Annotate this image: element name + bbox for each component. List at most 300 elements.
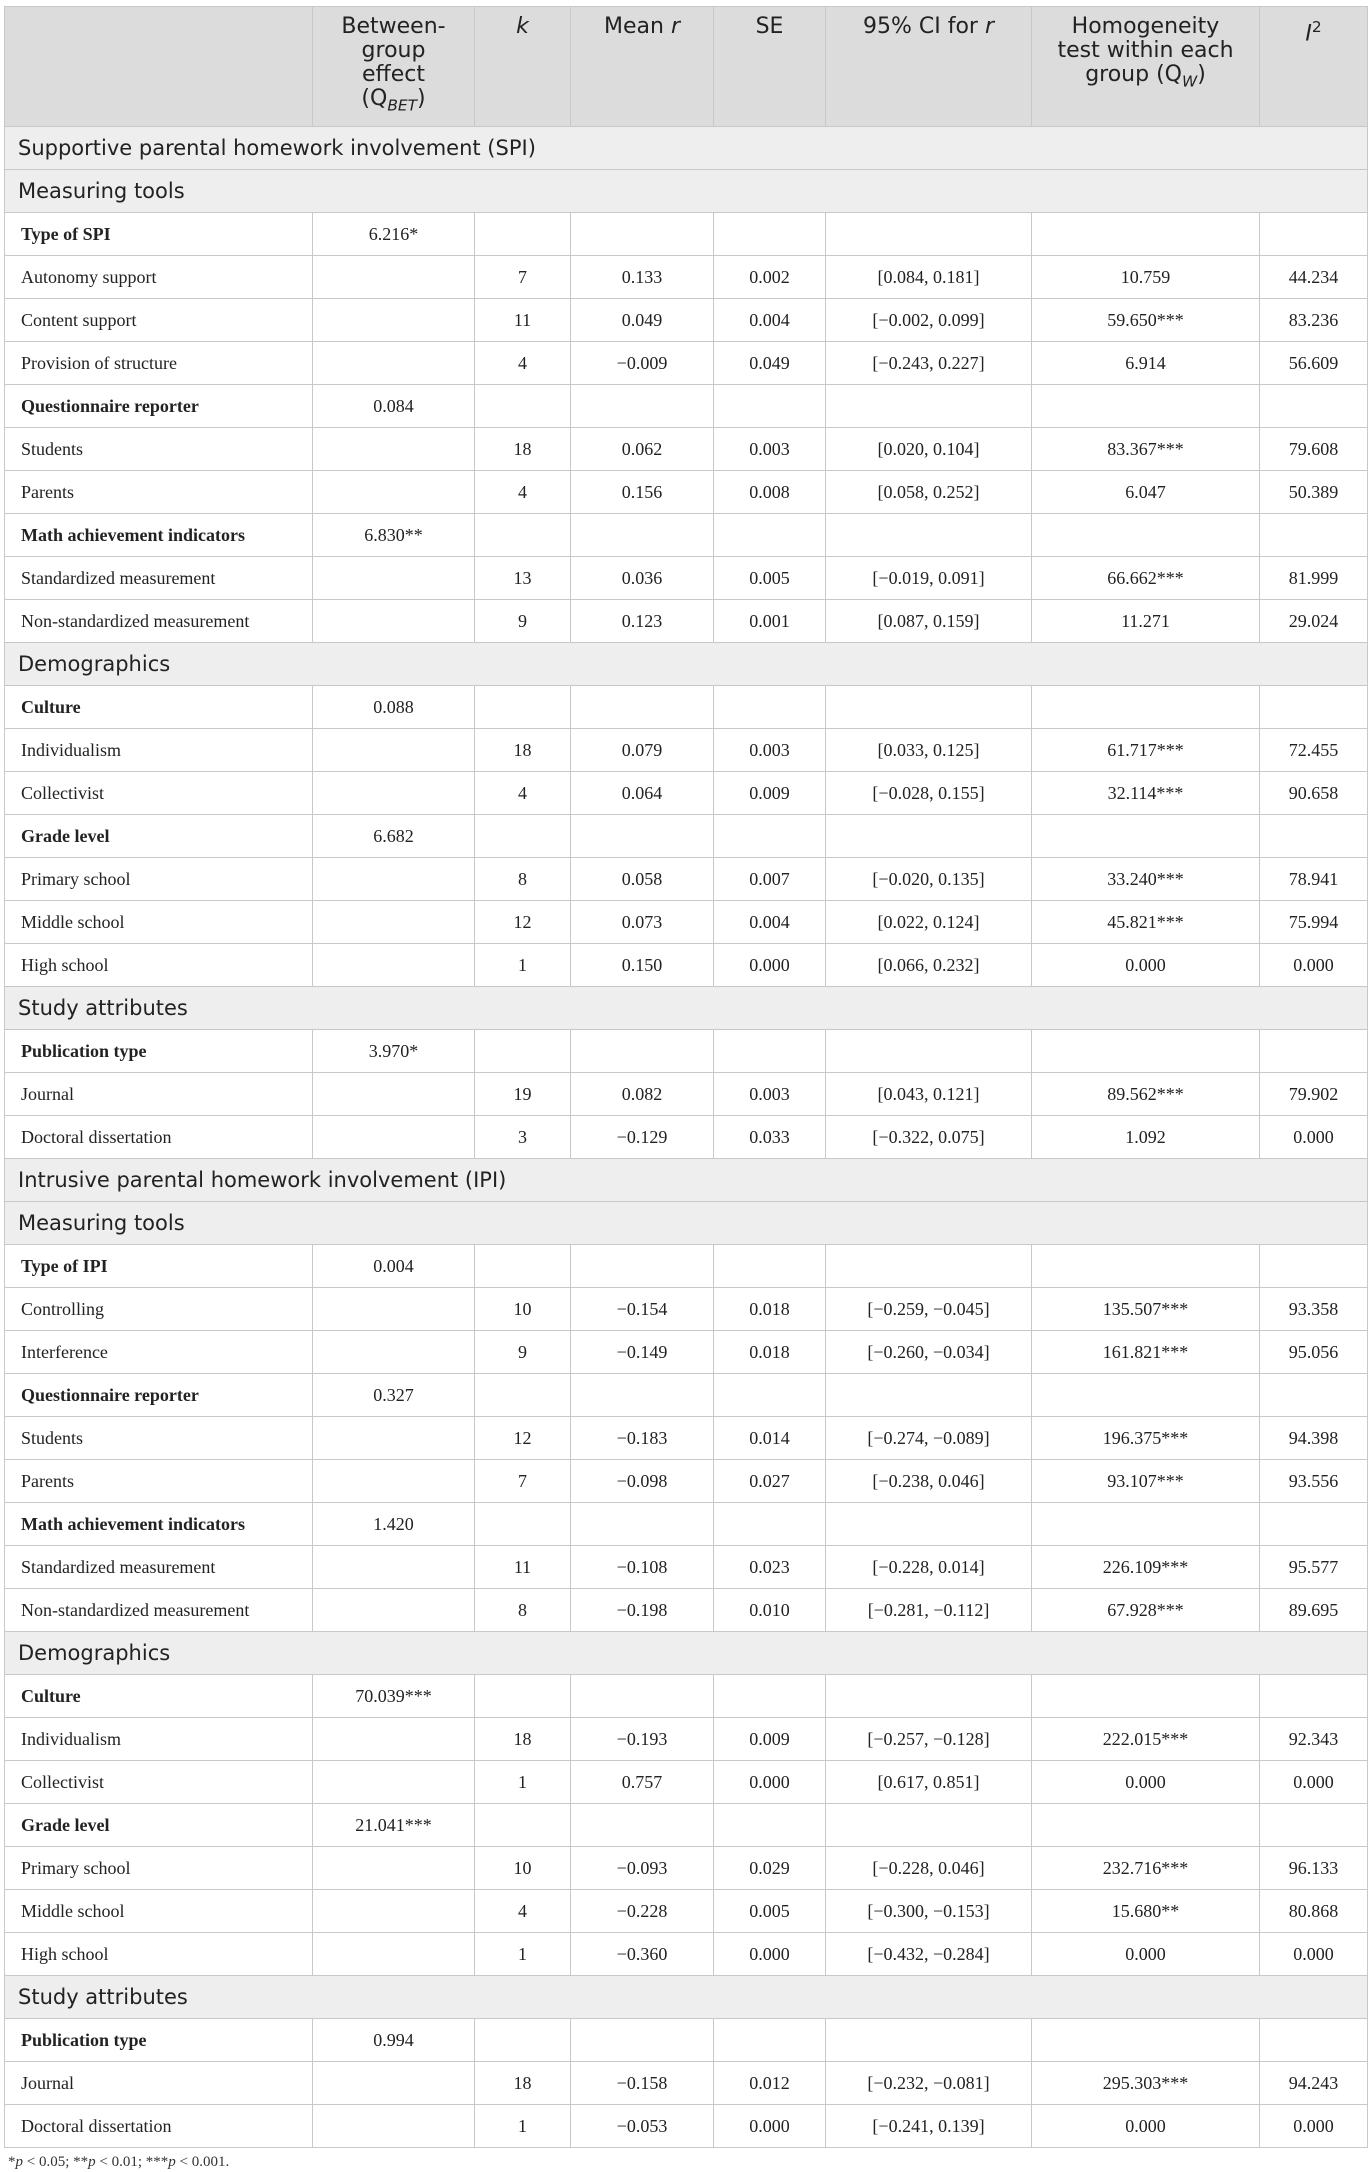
table-row	[5, 1847, 1368, 1890]
i2-cell: 90.658	[1260, 772, 1368, 815]
se-cell: 0.000	[714, 1761, 826, 1804]
k-cell: 18	[475, 428, 571, 471]
empty-cell	[826, 2019, 1032, 2062]
qw-cell: 0.000	[1032, 1761, 1260, 1804]
mean-r-cell: −0.108	[571, 1546, 714, 1589]
row-label: Students	[5, 428, 313, 471]
empty-cell	[571, 1374, 714, 1417]
i2-cell: 95.056	[1260, 1331, 1368, 1374]
empty-cell	[1260, 1804, 1368, 1847]
qbet-cell: 70.039***	[313, 1675, 475, 1718]
header-se: SE	[714, 7, 826, 127]
empty-cell	[714, 815, 826, 858]
i2-cell: 93.358	[1260, 1288, 1368, 1331]
empty-cell	[475, 1675, 571, 1718]
empty-cell	[1032, 2019, 1260, 2062]
k-cell: 18	[475, 1718, 571, 1761]
k-cell: 1	[475, 944, 571, 987]
section-label: Demographics	[5, 643, 1368, 686]
mean-r-cell: −0.158	[571, 2062, 714, 2105]
i2-cell: 0.000	[1260, 1933, 1368, 1976]
k-cell: 4	[475, 471, 571, 514]
k-cell: 8	[475, 1589, 571, 1632]
table-row	[5, 1116, 1368, 1159]
qbet-cell	[313, 600, 475, 643]
qbet-cell	[313, 1073, 475, 1116]
subgroup-row	[5, 1030, 1368, 1073]
table-row	[5, 1460, 1368, 1503]
empty-cell	[1032, 815, 1260, 858]
qbet-cell	[313, 1847, 475, 1890]
empty-cell	[1260, 1374, 1368, 1417]
k-cell: 9	[475, 600, 571, 643]
row-label: Doctoral dissertation	[5, 2105, 313, 2148]
section-label: Supportive parental homework involvement (SPI)	[5, 127, 1368, 170]
ci-cell: [−0.020, 0.135]	[826, 858, 1032, 901]
footnote: *p < 0.05; **p < 0.01; ***p < 0.001.	[8, 2154, 230, 2170]
empty-cell	[1260, 815, 1368, 858]
mean-r-cell: 0.123	[571, 600, 714, 643]
qw-cell: 1.092	[1032, 1116, 1260, 1159]
qbet-cell	[313, 901, 475, 944]
table-row	[5, 1718, 1368, 1761]
table-row	[5, 1417, 1368, 1460]
se-cell: 0.027	[714, 1460, 826, 1503]
empty-cell	[826, 514, 1032, 557]
i2-cell: 72.455	[1260, 729, 1368, 772]
i2-cell: 29.024	[1260, 600, 1368, 643]
se-cell: 0.003	[714, 729, 826, 772]
table-row	[5, 342, 1368, 385]
qbet-cell: 6.682	[313, 815, 475, 858]
qbet-cell	[313, 1331, 475, 1374]
mean-r-cell: −0.183	[571, 1417, 714, 1460]
table-row	[5, 1890, 1368, 1933]
table-row	[5, 1073, 1368, 1116]
qw-cell: 67.928***	[1032, 1589, 1260, 1632]
empty-cell	[1260, 2019, 1368, 2062]
qbet-cell	[313, 471, 475, 514]
table-row	[5, 1288, 1368, 1331]
k-cell: 4	[475, 1890, 571, 1933]
empty-cell	[571, 514, 714, 557]
ci-cell: [−0.019, 0.091]	[826, 557, 1032, 600]
subgroup-row	[5, 815, 1368, 858]
empty-cell	[475, 514, 571, 557]
ci-cell: [0.066, 0.232]	[826, 944, 1032, 987]
ci-cell: [−0.281, −0.112]	[826, 1589, 1032, 1632]
empty-cell	[826, 1374, 1032, 1417]
row-label: Middle school	[5, 1890, 313, 1933]
empty-cell	[826, 1804, 1032, 1847]
k-cell: 9	[475, 1331, 571, 1374]
mean-r-cell: −0.149	[571, 1331, 714, 1374]
qbet-cell	[313, 1546, 475, 1589]
empty-cell	[1032, 686, 1260, 729]
mean-r-cell: 0.079	[571, 729, 714, 772]
i2-cell: 95.577	[1260, 1546, 1368, 1589]
ci-cell: [−0.241, 0.139]	[826, 2105, 1032, 2148]
table-row	[5, 944, 1368, 987]
qw-cell: 83.367***	[1032, 428, 1260, 471]
k-cell: 1	[475, 2105, 571, 2148]
qw-cell: 45.821***	[1032, 901, 1260, 944]
table-row	[5, 858, 1368, 901]
table-row	[5, 428, 1368, 471]
se-cell: 0.005	[714, 1890, 826, 1933]
qbet-cell	[313, 342, 475, 385]
empty-cell	[475, 213, 571, 256]
empty-cell	[571, 1804, 714, 1847]
empty-cell	[1260, 686, 1368, 729]
qbet-cell: 21.041***	[313, 1804, 475, 1847]
empty-cell	[571, 686, 714, 729]
qbet-cell: 1.420	[313, 1503, 475, 1546]
section-row	[5, 1976, 1368, 2019]
k-cell: 13	[475, 557, 571, 600]
k-cell: 19	[475, 1073, 571, 1116]
se-cell: 0.001	[714, 600, 826, 643]
table-row	[5, 2105, 1368, 2148]
row-label: Content support	[5, 299, 313, 342]
qw-cell: 66.662***	[1032, 557, 1260, 600]
qbet-cell	[313, 1933, 475, 1976]
k-cell: 1	[475, 1933, 571, 1976]
empty-cell	[1260, 1503, 1368, 1546]
qbet-cell	[313, 1589, 475, 1632]
se-cell: 0.008	[714, 471, 826, 514]
i2-cell: 79.608	[1260, 428, 1368, 471]
header-row	[5, 7, 1368, 127]
se-cell: 0.049	[714, 342, 826, 385]
subgroup-label: Questionnaire reporter	[5, 385, 313, 428]
se-cell: 0.018	[714, 1331, 826, 1374]
mean-r-cell: −0.129	[571, 1116, 714, 1159]
empty-cell	[1032, 385, 1260, 428]
i2-cell: 79.902	[1260, 1073, 1368, 1116]
ci-cell: [−0.228, 0.046]	[826, 1847, 1032, 1890]
qbet-cell: 0.088	[313, 686, 475, 729]
empty-cell	[826, 213, 1032, 256]
table-container	[4, 6, 1367, 2171]
table-row	[5, 256, 1368, 299]
se-cell: 0.004	[714, 299, 826, 342]
subgroup-row	[5, 514, 1368, 557]
qw-cell: 135.507***	[1032, 1288, 1260, 1331]
k-cell: 18	[475, 729, 571, 772]
se-cell: 0.009	[714, 772, 826, 815]
empty-cell	[714, 2019, 826, 2062]
header-i2: $I^2$	[1260, 7, 1368, 127]
ci-cell: [−0.243, 0.227]	[826, 342, 1032, 385]
qw-cell: 295.303***	[1032, 2062, 1260, 2105]
empty-cell	[1260, 514, 1368, 557]
section-label: Measuring tools	[5, 1202, 1368, 1245]
table-row	[5, 901, 1368, 944]
qw-cell: 0.000	[1032, 2105, 1260, 2148]
section-label: Demographics	[5, 1632, 1368, 1675]
qbet-cell	[313, 1460, 475, 1503]
empty-cell	[475, 385, 571, 428]
empty-cell	[1032, 1374, 1260, 1417]
se-cell: 0.004	[714, 901, 826, 944]
empty-cell	[714, 686, 826, 729]
qw-cell: 33.240***	[1032, 858, 1260, 901]
row-label: Primary school	[5, 1847, 313, 1890]
empty-cell	[571, 815, 714, 858]
row-label: Provision of structure	[5, 342, 313, 385]
mean-r-cell: 0.156	[571, 471, 714, 514]
ci-cell: [−0.300, −0.153]	[826, 1890, 1032, 1933]
empty-cell	[714, 514, 826, 557]
ci-cell: [−0.028, 0.155]	[826, 772, 1032, 815]
ci-cell: [0.617, 0.851]	[826, 1761, 1032, 1804]
empty-cell	[1260, 1675, 1368, 1718]
ci-cell: [−0.232, −0.081]	[826, 2062, 1032, 2105]
ci-cell: [−0.002, 0.099]	[826, 299, 1032, 342]
qbet-cell	[313, 428, 475, 471]
empty-cell	[826, 385, 1032, 428]
k-cell: 10	[475, 1288, 571, 1331]
qbet-cell	[313, 2105, 475, 2148]
qw-cell: 61.717***	[1032, 729, 1260, 772]
se-cell: 0.007	[714, 858, 826, 901]
subgroup-label: Math achievement indicators	[5, 514, 313, 557]
header-label	[5, 7, 313, 127]
empty-cell	[1032, 1245, 1260, 1288]
qw-cell: 161.821***	[1032, 1331, 1260, 1374]
se-cell: 0.009	[714, 1718, 826, 1761]
empty-cell	[714, 1245, 826, 1288]
subgroup-row	[5, 1245, 1368, 1288]
section-label: Study attributes	[5, 987, 1368, 1030]
qbet-cell	[313, 1718, 475, 1761]
subgroup-row	[5, 1804, 1368, 1847]
i2-cell: 92.343	[1260, 1718, 1368, 1761]
qw-cell: 59.650***	[1032, 299, 1260, 342]
qbet-cell	[313, 2062, 475, 2105]
qw-cell: 0.000	[1032, 1933, 1260, 1976]
mean-r-cell: −0.360	[571, 1933, 714, 1976]
ci-cell: [0.084, 0.181]	[826, 256, 1032, 299]
row-label: Individualism	[5, 1718, 313, 1761]
section-row	[5, 170, 1368, 213]
empty-cell	[571, 1503, 714, 1546]
empty-cell	[1260, 213, 1368, 256]
i2-cell: 81.999	[1260, 557, 1368, 600]
k-cell: 12	[475, 1417, 571, 1460]
qw-cell: 15.680**	[1032, 1890, 1260, 1933]
mean-r-cell: −0.198	[571, 1589, 714, 1632]
section-row	[5, 1632, 1368, 1675]
subgroup-label: Type of SPI	[5, 213, 313, 256]
qw-cell: 10.759	[1032, 256, 1260, 299]
se-cell: 0.023	[714, 1546, 826, 1589]
empty-cell	[475, 1503, 571, 1546]
subgroup-row	[5, 1374, 1368, 1417]
row-label: Collectivist	[5, 1761, 313, 1804]
qw-cell: 0.000	[1032, 944, 1260, 987]
qw-cell: 232.716***	[1032, 1847, 1260, 1890]
empty-cell	[1260, 1030, 1368, 1073]
row-label: Standardized measurement	[5, 1546, 313, 1589]
qw-cell: 89.562***	[1032, 1073, 1260, 1116]
row-label: Parents	[5, 471, 313, 514]
header-mean-r: Mean r	[571, 7, 714, 127]
k-cell: 3	[475, 1116, 571, 1159]
ci-cell: [0.020, 0.104]	[826, 428, 1032, 471]
row-label: Doctoral dissertation	[5, 1116, 313, 1159]
empty-cell	[1032, 1675, 1260, 1718]
row-label: Interference	[5, 1331, 313, 1374]
section-row	[5, 1202, 1368, 1245]
mean-r-cell: 0.049	[571, 299, 714, 342]
empty-cell	[571, 1030, 714, 1073]
mean-r-cell: 0.058	[571, 858, 714, 901]
section-label: Study attributes	[5, 1976, 1368, 2019]
mean-r-cell: 0.757	[571, 1761, 714, 1804]
mean-r-cell: −0.009	[571, 342, 714, 385]
k-cell: 4	[475, 772, 571, 815]
table-row	[5, 299, 1368, 342]
table-row	[5, 557, 1368, 600]
row-label: Controlling	[5, 1288, 313, 1331]
ci-cell: [−0.228, 0.014]	[826, 1546, 1032, 1589]
header-k: k	[475, 7, 571, 127]
table-row	[5, 471, 1368, 514]
empty-cell	[475, 2019, 571, 2062]
subgroup-label: Type of IPI	[5, 1245, 313, 1288]
mean-r-cell: −0.053	[571, 2105, 714, 2148]
section-label: Measuring tools	[5, 170, 1368, 213]
qw-cell: 93.107***	[1032, 1460, 1260, 1503]
table-row	[5, 2062, 1368, 2105]
row-label: Autonomy support	[5, 256, 313, 299]
se-cell: 0.003	[714, 1073, 826, 1116]
empty-cell	[714, 213, 826, 256]
ci-cell: [−0.322, 0.075]	[826, 1116, 1032, 1159]
table-row	[5, 729, 1368, 772]
empty-cell	[714, 1030, 826, 1073]
ci-cell: [−0.259, −0.045]	[826, 1288, 1032, 1331]
ci-cell: [−0.274, −0.089]	[826, 1417, 1032, 1460]
row-label: High school	[5, 944, 313, 987]
qw-cell: 6.047	[1032, 471, 1260, 514]
subgroup-row	[5, 385, 1368, 428]
i2-cell: 0.000	[1260, 1116, 1368, 1159]
qbet-cell: 0.084	[313, 385, 475, 428]
qw-cell: 226.109***	[1032, 1546, 1260, 1589]
qbet-cell	[313, 1116, 475, 1159]
qw-cell: 11.271	[1032, 600, 1260, 643]
se-cell: 0.029	[714, 1847, 826, 1890]
header-qbet: Between- group effect $(Q_{BET})$	[313, 7, 475, 127]
empty-cell	[714, 1503, 826, 1546]
qbet-cell	[313, 858, 475, 901]
i2-cell: 93.556	[1260, 1460, 1368, 1503]
qw-cell: 196.375***	[1032, 1417, 1260, 1460]
k-cell: 12	[475, 901, 571, 944]
table-row	[5, 1546, 1368, 1589]
ci-cell: [0.087, 0.159]	[826, 600, 1032, 643]
row-label: Students	[5, 1417, 313, 1460]
empty-cell	[475, 1030, 571, 1073]
k-cell: 7	[475, 256, 571, 299]
qbet-cell	[313, 1288, 475, 1331]
qbet-cell	[313, 557, 475, 600]
se-cell: 0.000	[714, 944, 826, 987]
qbet-cell: 6.216*	[313, 213, 475, 256]
se-cell: 0.000	[714, 1933, 826, 1976]
table-row	[5, 1933, 1368, 1976]
ci-cell: [0.033, 0.125]	[826, 729, 1032, 772]
section-row	[5, 1159, 1368, 1202]
qbet-cell	[313, 729, 475, 772]
k-cell: 18	[475, 2062, 571, 2105]
mean-r-cell: 0.082	[571, 1073, 714, 1116]
i2-cell: 96.133	[1260, 1847, 1368, 1890]
table-row	[5, 600, 1368, 643]
qbet-cell	[313, 772, 475, 815]
header-qw: Homogeneity test within each group $(Q_W)$	[1032, 7, 1260, 127]
qbet-cell	[313, 299, 475, 342]
i2-cell: 0.000	[1260, 1761, 1368, 1804]
qbet-cell	[313, 944, 475, 987]
mean-r-cell: 0.064	[571, 772, 714, 815]
empty-cell	[714, 1374, 826, 1417]
empty-cell	[1032, 1030, 1260, 1073]
empty-cell	[1032, 514, 1260, 557]
empty-cell	[1260, 385, 1368, 428]
empty-cell	[1032, 213, 1260, 256]
ci-cell: [0.058, 0.252]	[826, 471, 1032, 514]
section-row	[5, 987, 1368, 1030]
qw-cell: 6.914	[1032, 342, 1260, 385]
se-cell: 0.010	[714, 1589, 826, 1632]
empty-cell	[714, 1804, 826, 1847]
table-row	[5, 1331, 1368, 1374]
empty-cell	[826, 1030, 1032, 1073]
empty-cell	[826, 686, 1032, 729]
subgroup-label: Culture	[5, 1675, 313, 1718]
k-cell: 11	[475, 299, 571, 342]
mean-r-cell: −0.228	[571, 1890, 714, 1933]
qbet-cell: 0.004	[313, 1245, 475, 1288]
row-label: Collectivist	[5, 772, 313, 815]
section-label: Intrusive parental homework involvement (IPI)	[5, 1159, 1368, 1202]
empty-cell	[1032, 1503, 1260, 1546]
meta-analysis-table	[4, 6, 1368, 2148]
empty-cell	[1260, 1245, 1368, 1288]
empty-cell	[571, 385, 714, 428]
row-label: Journal	[5, 2062, 313, 2105]
mean-r-cell: 0.036	[571, 557, 714, 600]
subgroup-row	[5, 2019, 1368, 2062]
i2-cell: 50.389	[1260, 471, 1368, 514]
empty-cell	[475, 1245, 571, 1288]
row-label: Journal	[5, 1073, 313, 1116]
se-cell: 0.000	[714, 2105, 826, 2148]
subgroup-label: Grade level	[5, 815, 313, 858]
se-cell: 0.014	[714, 1417, 826, 1460]
empty-cell	[475, 1374, 571, 1417]
qw-cell: 222.015***	[1032, 1718, 1260, 1761]
k-cell: 11	[475, 1546, 571, 1589]
row-label: High school	[5, 1933, 313, 1976]
empty-cell	[714, 1675, 826, 1718]
ci-cell: [0.022, 0.124]	[826, 901, 1032, 944]
empty-cell	[826, 1245, 1032, 1288]
